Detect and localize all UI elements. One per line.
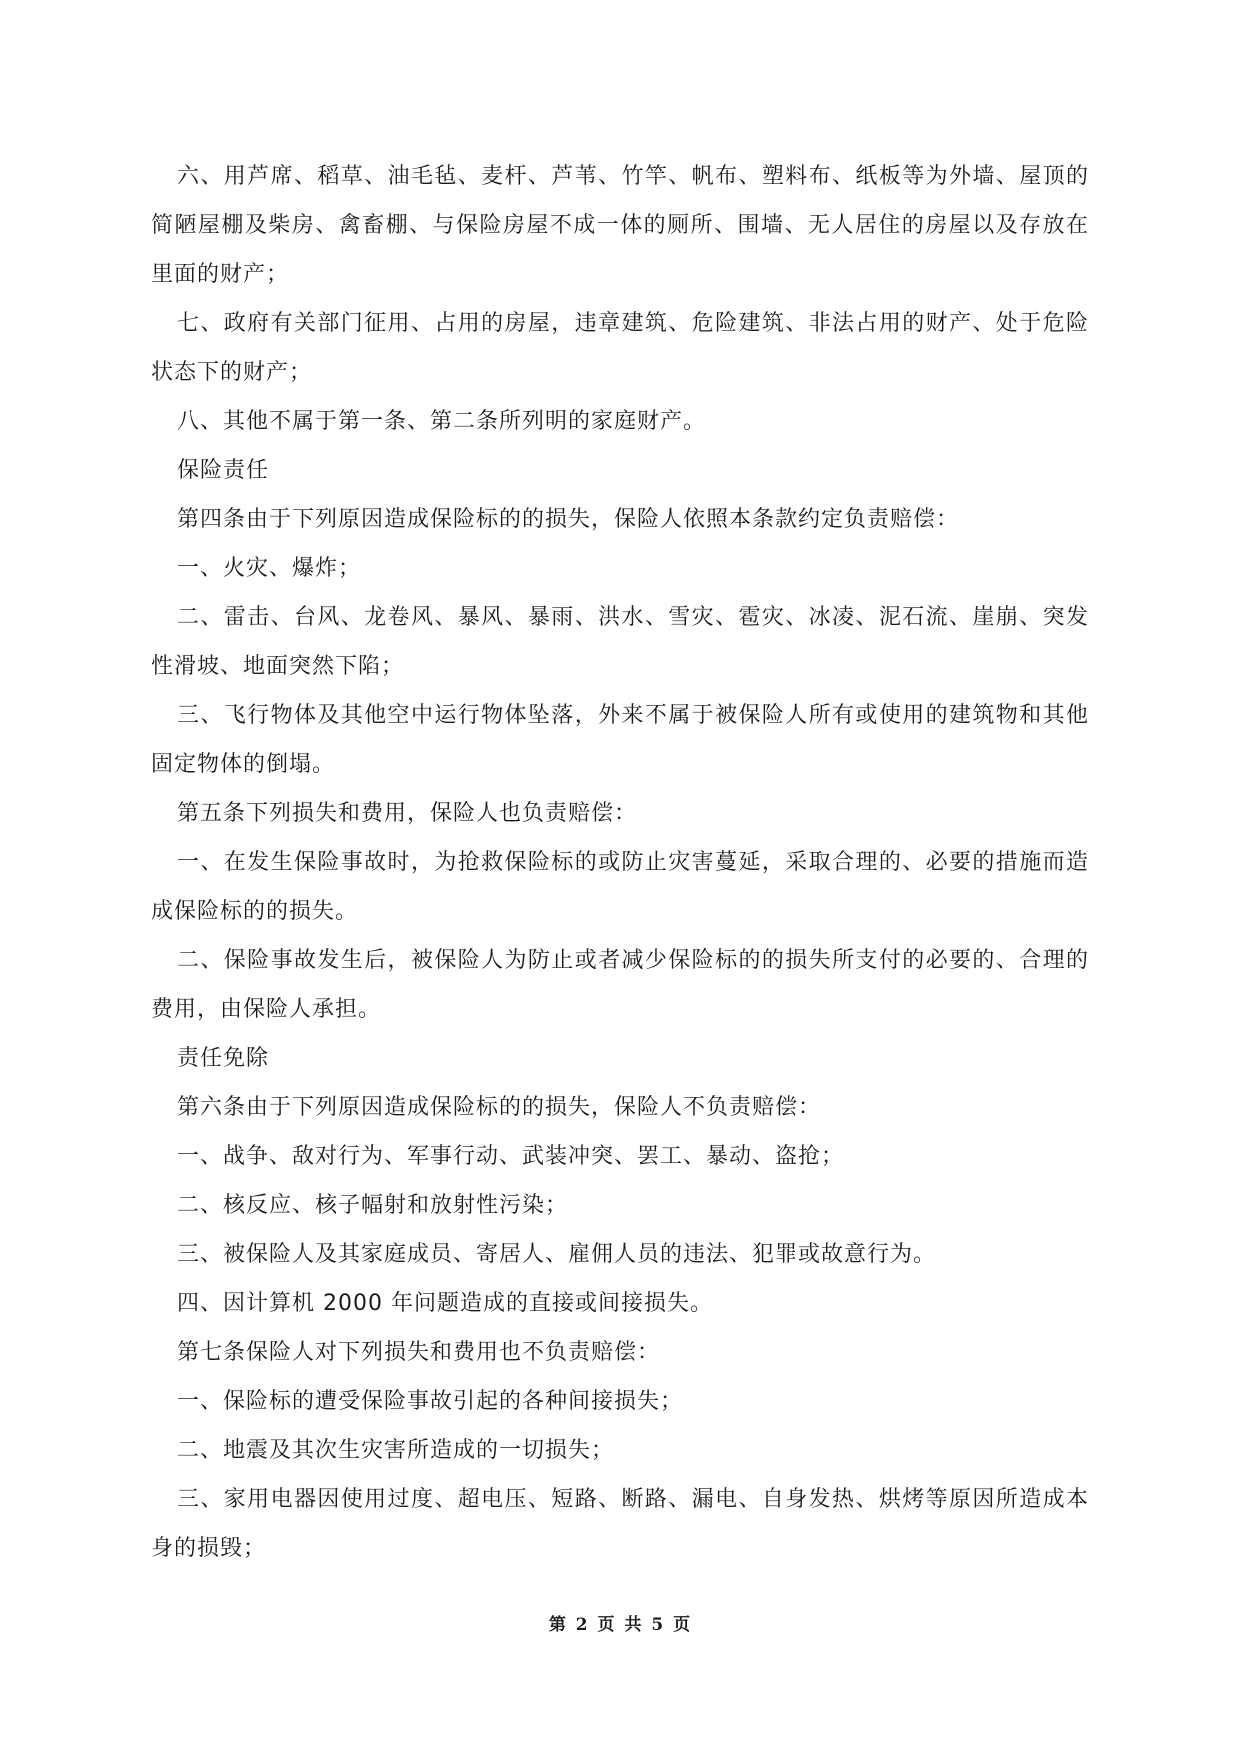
paragraph: 四、因计算机 2000 年问题造成的直接或间接损失。 (177, 1291, 713, 1316)
paragraph: 七、政府有关部门征用、占用的房屋，违章建筑、危险建筑、非法占用的财产、处于危险状态下的财产； (151, 311, 1089, 385)
paragraph: 二、雷击、台风、龙卷风、暴风、暴雨、洪水、雪灾、雹灾、冰凌、泥石流、崖崩、突发性滑坡、地面突然下陷； (151, 605, 1089, 679)
paragraph: 第五条下列损失和费用，保险人也负责赔偿： (177, 801, 638, 826)
paragraph: 第六条由于下列原因造成保险标的的损失，保险人不负责赔偿： (177, 1095, 822, 1120)
paragraph: 二、核反应、核子幅射和放射性污染； (177, 1193, 569, 1218)
paragraph: 八、其他不属于第一条、第二条所列明的家庭财产。 (177, 409, 707, 434)
section-heading: 保险责任 (177, 458, 270, 483)
paragraph: 三、家用电器因使用过度、超电压、短路、断路、漏电、自身发热、烘烤等原因所造成本身的损毁； (151, 1487, 1089, 1561)
paragraph: 六、用芦席、稻草、油毛毡、麦杆、芦苇、竹竿、帆布、塑料布、纸板等为外墙、屋顶的简陋屋棚及柴房、禽畜棚、与保险房屋不成一体的厕所、围墙、无人居住的房屋以及存放在里面的财产； (151, 164, 1089, 287)
paragraph: 第七条保险人对下列损失和费用也不负责赔偿： (177, 1340, 661, 1365)
paragraph: 二、保险事故发生后，被保险人为防止或者减少保险标的的损失所支付的必要的、合理的费用，由保险人承担。 (151, 948, 1089, 1022)
paragraph: 三、被保险人及其家庭成员、寄居人、雇佣人员的违法、犯罪或故意行为。 (177, 1242, 937, 1267)
paragraph: 一、在发生保险事故时，为抢救保险标的或防止灾害蔓延，采取合理的、必要的措施而造成保险标的的损失。 (151, 850, 1089, 924)
document-body (151, 152, 1089, 1573)
paragraph: 第四条由于下列原因造成保险标的的损失，保险人依照本条款约定负责赔偿： (177, 507, 960, 532)
paragraph: 三、飞行物体及其他空中运行物体坠落，外来不属于被保险人所有或使用的建筑物和其他固定物体的倒塌。 (151, 703, 1089, 777)
section-heading: 责任免除 (177, 1046, 270, 1071)
paragraph: 一、保险标的遭受保险事故引起的各种间接损失； (177, 1389, 684, 1414)
paragraph: 一、火灾、爆炸； (177, 556, 362, 581)
paragraph: 一、战争、敌对行为、军事行动、武装冲突、罢工、暴动、盗抢； (177, 1144, 845, 1169)
paragraph: 二、地震及其次生灾害所造成的一切损失； (177, 1438, 615, 1463)
page-number-footer: 第 2 页 共 5 页 (548, 1615, 693, 1635)
